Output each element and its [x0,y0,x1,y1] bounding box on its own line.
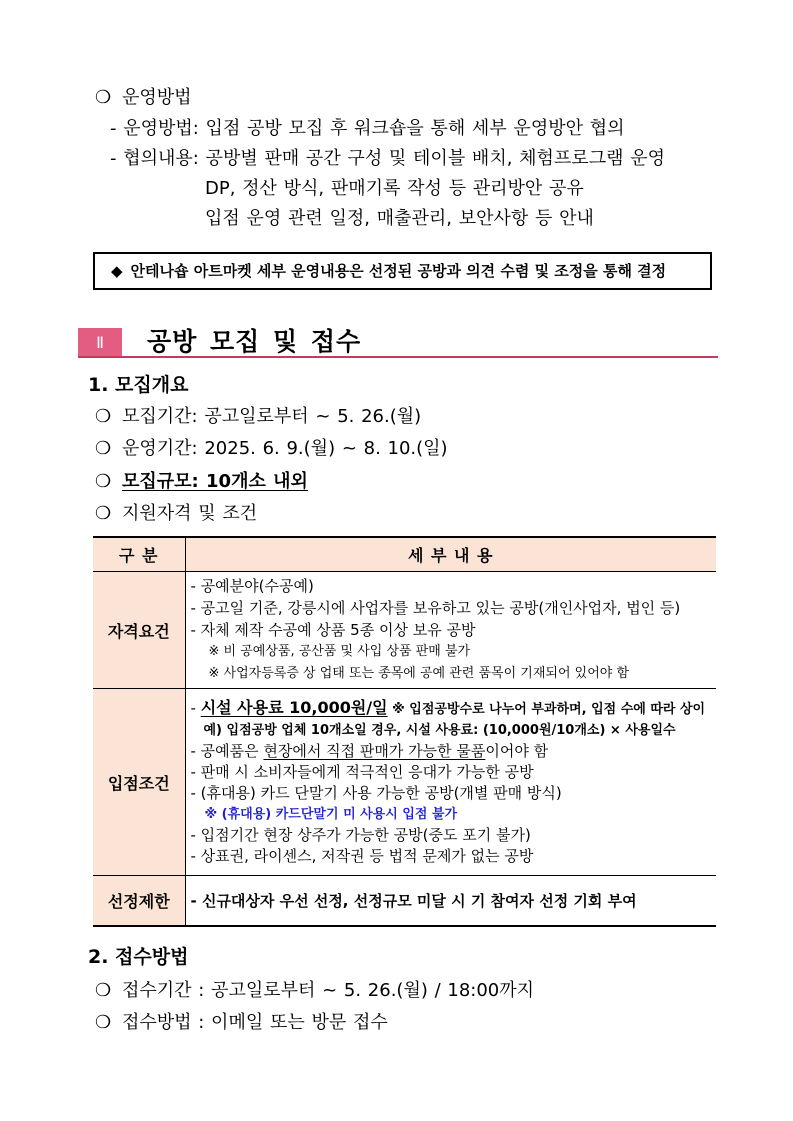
diamond-icon: ◆ [111,262,123,280]
qualification-note: ※ 사업자등록증 상 업태 또는 종목에 공예 관련 품목이 기재되어 있어야 함 [208,666,630,681]
recruit-scale-text: 모집규모: 10개소 내외 [122,471,308,492]
section-title: 공방 모집 및 접수 [147,327,362,356]
entry-label: 입점조건 [93,689,185,876]
entry-line: - 판매 시 소비자들에게 적극적인 응대가 가능한 공방 [190,763,534,781]
entry-line: - (휴대용) 카드 단말기 사용 가능한 공방(개별 판매 방식) [190,784,562,802]
entry-line: - 상표권, 라이센스, 저작권 등 법적 문제가 없는 공방 [190,847,534,865]
qualification-line: - 공고일 기준, 강릉시에 사업자를 보유하고 있는 공방(개인사업자, 법인 등) [190,599,681,617]
facility-fee-note: ※ 입점공방수로 나누어 부과하며, 입점 수에 따라 상이 [387,702,706,717]
recruit-period-text: 모집기간: 공고일로부터 ~ 5. 26.(월) [122,406,422,427]
table-row [93,689,716,876]
section-number-badge: Ⅱ [78,328,122,357]
qualification-note: ※ 비 공예상품, 공산품 및 사입 상품 판매 불가 [208,644,471,659]
consultation-line: - 협의내용: 공방별 판매 공간 구성 및 테이블 배치, 체험프로그램 운영 [110,148,665,169]
notice-text: 안테나숍 아트마켓 세부 운영내용은 선정된 공방과 의견 수렴 및 조정을 통해 결정 [130,262,667,280]
table-row [93,572,716,689]
operation-period-text: 운영기간: 2025. 6. 9.(월) ~ 8. 10.(일) [122,438,448,459]
selection-label: 선정제한 [93,876,185,927]
facility-fee-amount: 시설 사용료 10,000원/일 [200,698,388,717]
goods-suffix: 이어야 함 [485,742,549,760]
card-terminal-note: ※ (휴대용) 카드단말기 미 사용시 입점 불가 [204,807,458,822]
qualification-line: - 자체 제작 수공예 상품 5종 이상 보유 공방 [190,621,476,639]
circle-bullet-icon: ❍ [95,438,112,459]
eligibility-item [95,502,257,526]
goods-underlined: 현장에서 직접 판매가 가능한 물품 [263,742,486,760]
receipt-method-text: 접수방법 : 이메일 또는 방문 접수 [122,1012,388,1033]
circle-bullet-icon: ❍ [95,1012,112,1033]
circle-bullet-icon: ❍ [95,87,112,108]
section-divider [78,356,718,358]
recruit-scale-item [95,470,308,494]
receipt-period-item [95,979,534,1003]
entry-details [185,689,716,876]
receipt-method-item [95,1011,388,1035]
overview-heading: 1. 모집개요 [88,374,189,396]
eligibility-text: 지원자격 및 조건 [122,503,258,524]
facility-fee-prefix: - [190,699,201,717]
qualification-line: - 공예분야(수공예) [190,577,314,595]
selection-text: - 신규대상자 우선 선정, 선정규모 미달 시 기 참여자 선정 기회 부여 [185,876,716,927]
receipt-heading: 2. 접수방법 [88,946,189,968]
goods-line [191,741,717,762]
table-row [93,876,716,927]
receipt-period-text: 접수기간 : 공고일로부터 ~ 5. 26.(월) / 18:00까지 [122,980,535,1001]
facility-fee-line [191,697,717,720]
qualification-label: 자격요건 [93,572,185,689]
circle-bullet-icon: ❍ [95,406,112,427]
consultation-continuation-line: DP, 정산 방식, 판매기록 작성 등 관리방안 공유 [205,178,584,199]
header-category: 구 분 [93,537,185,572]
goods-prefix: - 공예품은 [190,742,264,760]
operation-title-text: 운영방법 [122,87,192,108]
recruit-period-item [95,405,421,429]
notice-box [93,252,712,290]
entry-line: - 입점기간 현장 상주가 가능한 공방(중도 포기 불가) [190,826,531,844]
consultation-continuation-line: 입점 운영 관련 일정, 매출관리, 보안사항 등 안내 [205,208,594,229]
facility-fee-example: 예) 입점공방 업체 10개소일 경우, 시설 사용료: (10,000원/10개소) × 사용일수 [203,723,676,738]
qualification-details [185,572,716,689]
table-header-row [93,537,716,572]
operation-method-line: - 운영방법: 입점 공방 모집 후 워크숍을 통해 세부 운영방안 협의 [110,118,625,139]
circle-bullet-icon: ❍ [95,980,112,1001]
header-details: 세 부 내 용 [185,537,716,572]
operation-title [95,86,192,110]
eligibility-table [93,536,716,927]
circle-bullet-icon: ❍ [95,471,112,492]
circle-bullet-icon: ❍ [95,503,112,524]
operation-period-item [95,437,448,461]
